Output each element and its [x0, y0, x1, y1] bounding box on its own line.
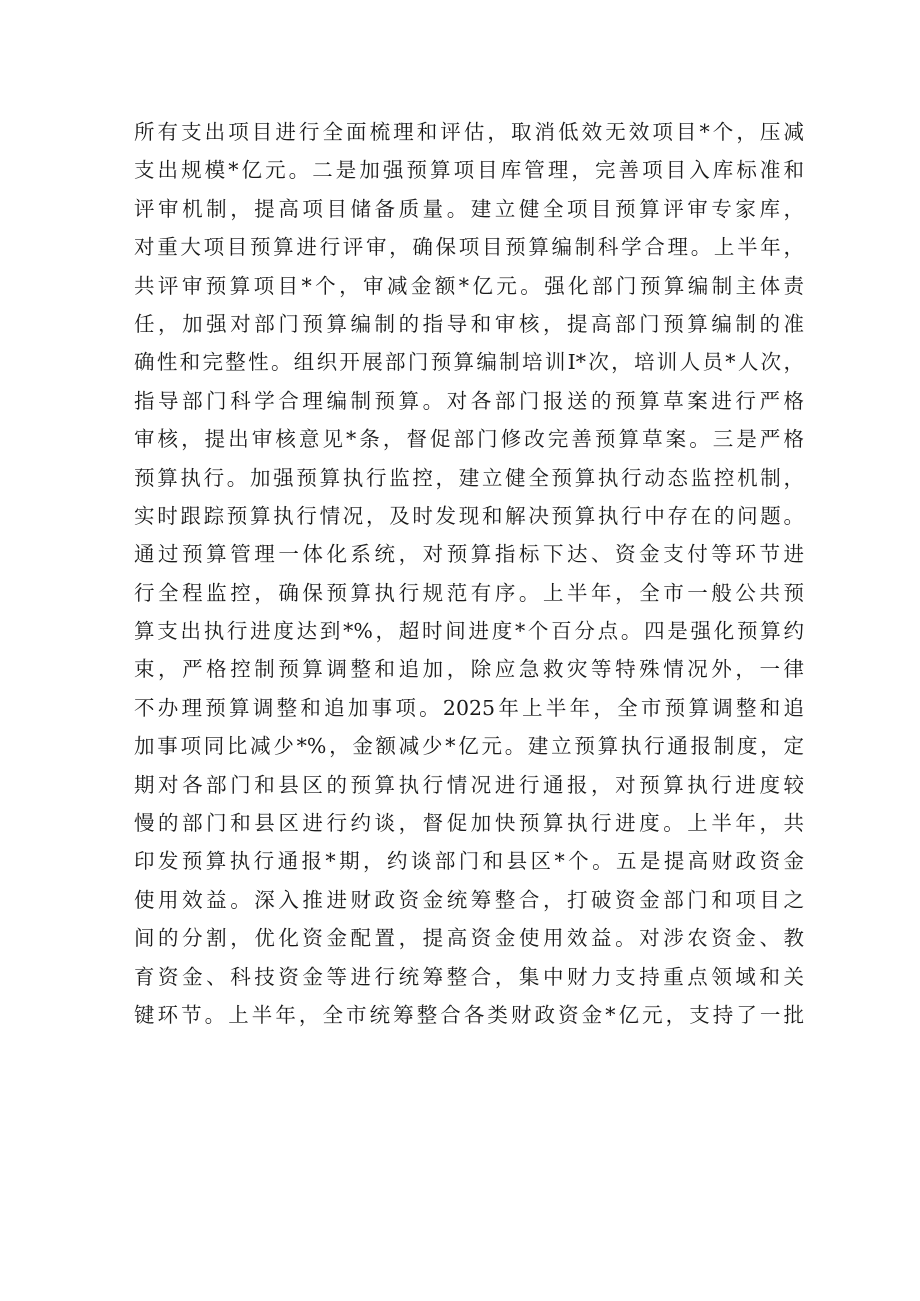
text-line: 束，严格控制预算调整和追加，除应急救灾等特殊情况外，一律: [134, 657, 804, 682]
text-line: 对重大项目预算进行评审，确保项目预算编制科学合理。上半年，: [134, 235, 804, 260]
text-line: 键环节。上半年，全市统筹整合各类财政资金*亿元，支持了一批: [134, 1002, 804, 1027]
text-line: 指导部门科学合理编制预算。对各部门报送的预算草案进行严格: [134, 388, 804, 413]
text-line: 任，加强对部门预算编制的指导和审核，提高部门预算编制的准: [134, 311, 804, 336]
body-paragraph: [134, 113, 804, 1034]
text-line: 支出规模*亿元。二是加强预算项目库管理，完善项目入库标准和: [134, 158, 804, 183]
text-line: 确性和完整性。组织开展部门预算编制培训I*次，培训人员*人次，: [134, 350, 804, 375]
text-line: 加事项同比减少*%，金额减少*亿元。建立预算执行通报制度，定: [134, 734, 804, 759]
text-line: 慢的部门和县区进行约谈，督促加快预算执行进度。上半年，共: [134, 811, 804, 836]
text-line: 所有支出项目进行全面梳理和评估，取消低效无效项目*个，压减: [134, 120, 804, 144]
text-line: 预算执行。加强预算执行监控，建立健全预算执行动态监控机制，: [134, 465, 804, 490]
text-line: 共评审预算项目*个，审减金额*亿元。强化部门预算编制主体责: [134, 273, 804, 298]
text-line: 评审机制，提高项目储备质量。建立健全项目预算评审专家库，: [134, 196, 804, 221]
text-line: 不办理预算调整和追加事项。2025年上半年，全市预算调整和追: [134, 695, 804, 720]
text-line: 审核，提出审核意见*条，督促部门修改完善预算草案。三是严格: [134, 427, 804, 452]
text-line: 期对各部门和县区的预算执行情况进行通报，对预算执行进度较: [134, 772, 804, 797]
text-line: 使用效益。深入推进财政资金统筹整合，打破资金部门和项目之: [134, 887, 804, 912]
text-line: 育资金、科技资金等进行统筹整合，集中财力支持重点领域和关: [134, 964, 804, 989]
text-line: 印发预算执行通报*期，约谈部门和县区*个。五是提高财政资金: [134, 849, 804, 874]
text-line: 间的分割，优化资金配置，提高资金使用效益。对涉农资金、教: [134, 926, 804, 951]
text-line: 算支出执行进度达到*%，超时间进度*个百分点。四是强化预算约: [134, 619, 804, 644]
text-line: 实时跟踪预算执行情况，及时发现和解决预算执行中存在的问题。: [134, 503, 804, 528]
text-line: 通过预算管理一体化系统，对预算指标下达、资金支付等环节进: [134, 542, 804, 567]
text-line: 行全程监控，确保预算执行规范有序。上半年，全市一般公共预: [134, 580, 804, 605]
